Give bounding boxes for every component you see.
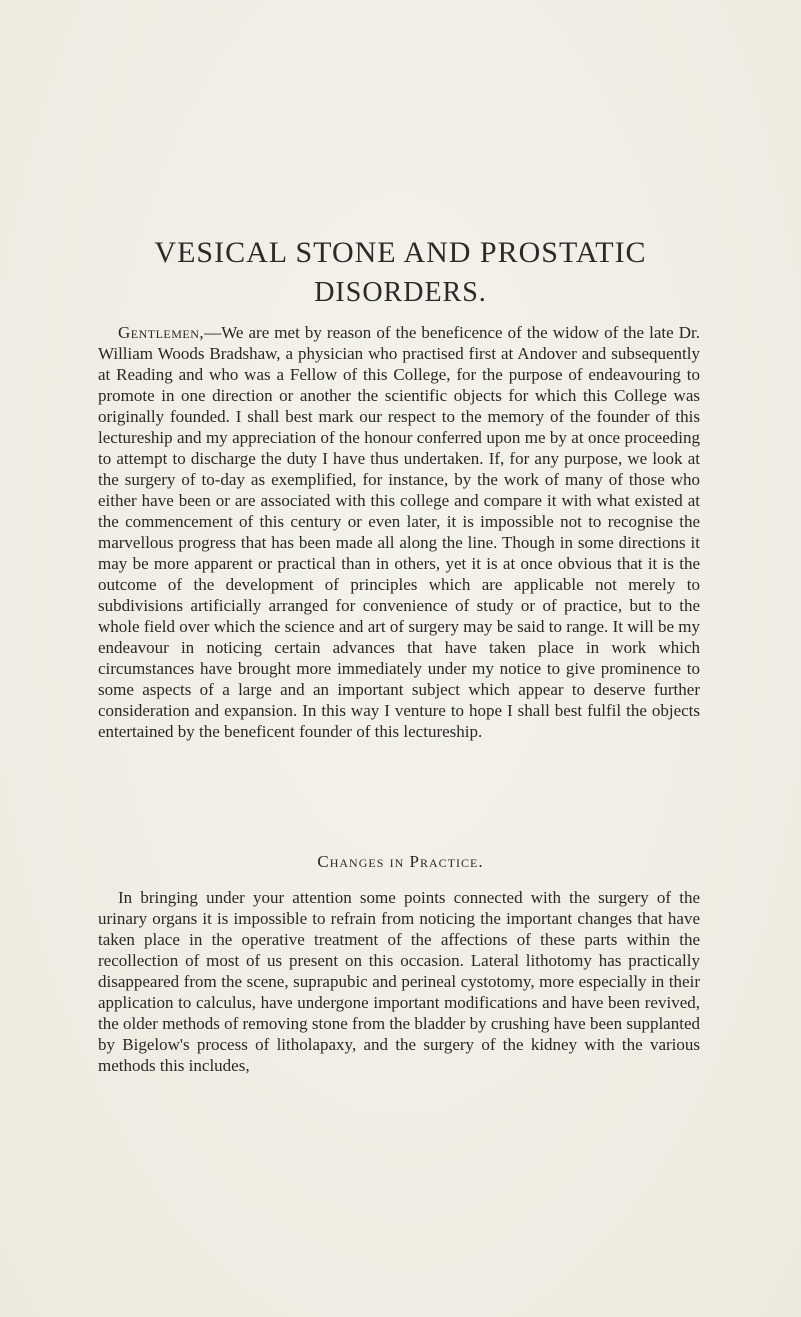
- paragraph-intro: [98, 322, 700, 742]
- paragraph-intro-body: —We are met by reason of the beneficence of the widow of the late Dr. William Woods Bradshaw, a physician who practised first at Andover and subsequently at Reading and who was a Fellow of this College, for the purpose of endeavouring to promote in one direction or another the scientific objects for which this College was originally founded. I shall best mark our respect to the memory of the founder of this lectureship and my appreciation of the honour conferred upon me by at once proceeding to attempt to discharge the duty I have thus undertaken. If, for any purpose, we look at the surgery of to-day as exemplified, for instance, by the work of many of those who either have been or are associated with this college and compare it with what existed at the commencement of this century or even later, it is impossible not to recognise the marvellous progress that has been made all along the line. Though in some directions it may be more apparent or practical than in others, yet it is at once obvious that it is the outcome of the development of principles which are applicable not merely to subdivisions artificially arranged for convenience of study or of practice, but to the whole field over which the science and art of surgery may be said to range. It will be my endeavour in noticing certain advances that have taken place in work which circumstances have brought more immediately under my notice to give prominence to some aspects of a large and an important subject which appear to deserve further consideration and expansion. In this way I venture to hope I shall best fulfil the objects entertained by the beneficent founder of this lectureship.: [98, 323, 700, 741]
- title-line-2: DISORDERS.: [314, 277, 487, 308]
- title-line-1: VESICAL STONE AND PROSTATIC: [154, 236, 647, 269]
- section-heading: Changes in Practice.: [317, 852, 484, 871]
- paragraph-changes: In bringing under your attention some points connected with the surgery of the urinary organs it is impossible to refrain from noticing the important changes that have taken place in the operative treatment of the affections of these parts within the recollection of most of us present on this occasion. Lateral lithotomy has practically disappeared from the scene, suprapubic and perineal cystotomy, more especially in their application to calculus, have undergone important modifications and have been revived, the older methods of removing stone from the bladder by crushing have been supplanted by Bigelow's process of litholapaxy, and the surgery of the kidney with the various methods this includes,: [98, 888, 700, 1075]
- chapter-title: [0, 235, 801, 311]
- salutation: Gentlemen,: [118, 323, 205, 342]
